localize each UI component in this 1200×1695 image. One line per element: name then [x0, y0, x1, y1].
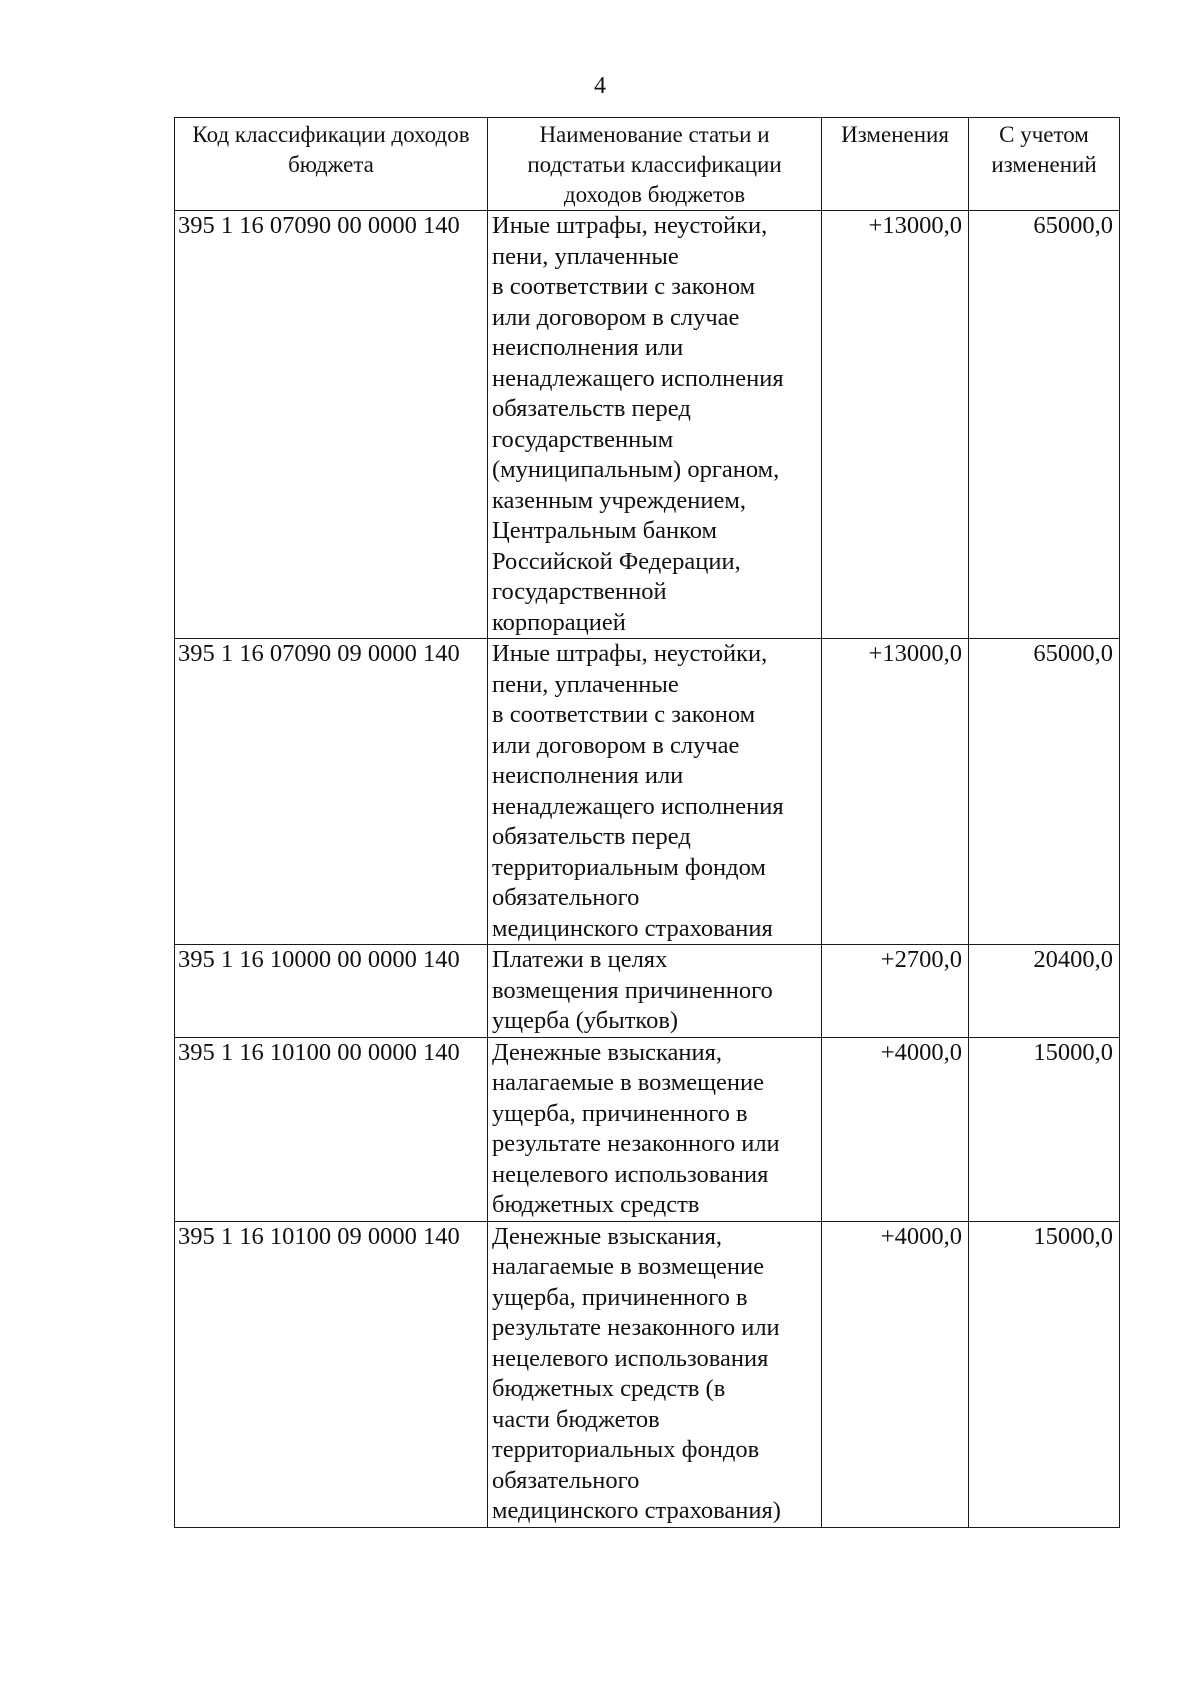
row-name: Иные штрафы, неустойки, пени, уплаченные в соответствии с законом или договором в случае неисполнения или ненадлежащего исполнения обязательств перед территориальным фондом обязательного медицинского страхования	[488, 639, 822, 945]
header-total: С учетом изменений	[969, 118, 1120, 211]
row-total: 15000,0	[969, 1221, 1120, 1527]
row-change: +13000,0	[822, 639, 969, 945]
row-code: 395 1 16 10100 00 0000 140	[175, 1037, 488, 1221]
row-total: 15000,0	[969, 1037, 1120, 1221]
row-total: 65000,0	[969, 639, 1120, 945]
row-name: Денежные взыскания, налагаемые в возмещение ущерба, причиненного в результате незаконного или нецелевого использования бюджетных средств	[488, 1037, 822, 1221]
header-name: Наименование статьи и подстатьи классификации доходов бюджетов	[488, 118, 822, 211]
row-change: +4000,0	[822, 1037, 969, 1221]
row-code: 395 1 16 10000 00 0000 140	[175, 945, 488, 1038]
row-change: +13000,0	[822, 211, 969, 639]
row-code: 395 1 16 10100 09 0000 140	[175, 1221, 488, 1527]
row-name: Денежные взыскания, налагаемые в возмещение ущерба, причиненного в результате незаконного или нецелевого использования бюджетных средств (в части бюджетов территориальных фондов обязательного медицинского страхования)	[488, 1221, 822, 1527]
row-name: Платежи в целях возмещения причиненного ущерба (убытков)	[488, 945, 822, 1038]
header-change: Изменения	[822, 118, 969, 211]
table-row	[175, 1221, 1120, 1527]
row-change: +2700,0	[822, 945, 969, 1038]
budget-income-table	[174, 117, 1120, 1528]
row-code: 395 1 16 07090 00 0000 140	[175, 211, 488, 639]
row-change: +4000,0	[822, 1221, 969, 1527]
page-number: 4	[594, 73, 606, 99]
row-code: 395 1 16 07090 09 0000 140	[175, 639, 488, 945]
table-row	[175, 211, 1120, 639]
table-row	[175, 945, 1120, 1038]
row-total: 65000,0	[969, 211, 1120, 639]
header-code: Код классификации доходов бюджета	[175, 118, 488, 211]
table-row	[175, 1037, 1120, 1221]
row-name: Иные штрафы, неустойки, пени, уплаченные в соответствии с законом или договором в случае неисполнения или ненадлежащего исполнения обязательств перед государственным (муниципальным) органом, казенным учреждением, Центральным банком Российской Федерации, государственной корпорацией	[488, 211, 822, 639]
table-row	[175, 639, 1120, 945]
row-total: 20400,0	[969, 945, 1120, 1038]
table-header-row	[175, 118, 1120, 211]
